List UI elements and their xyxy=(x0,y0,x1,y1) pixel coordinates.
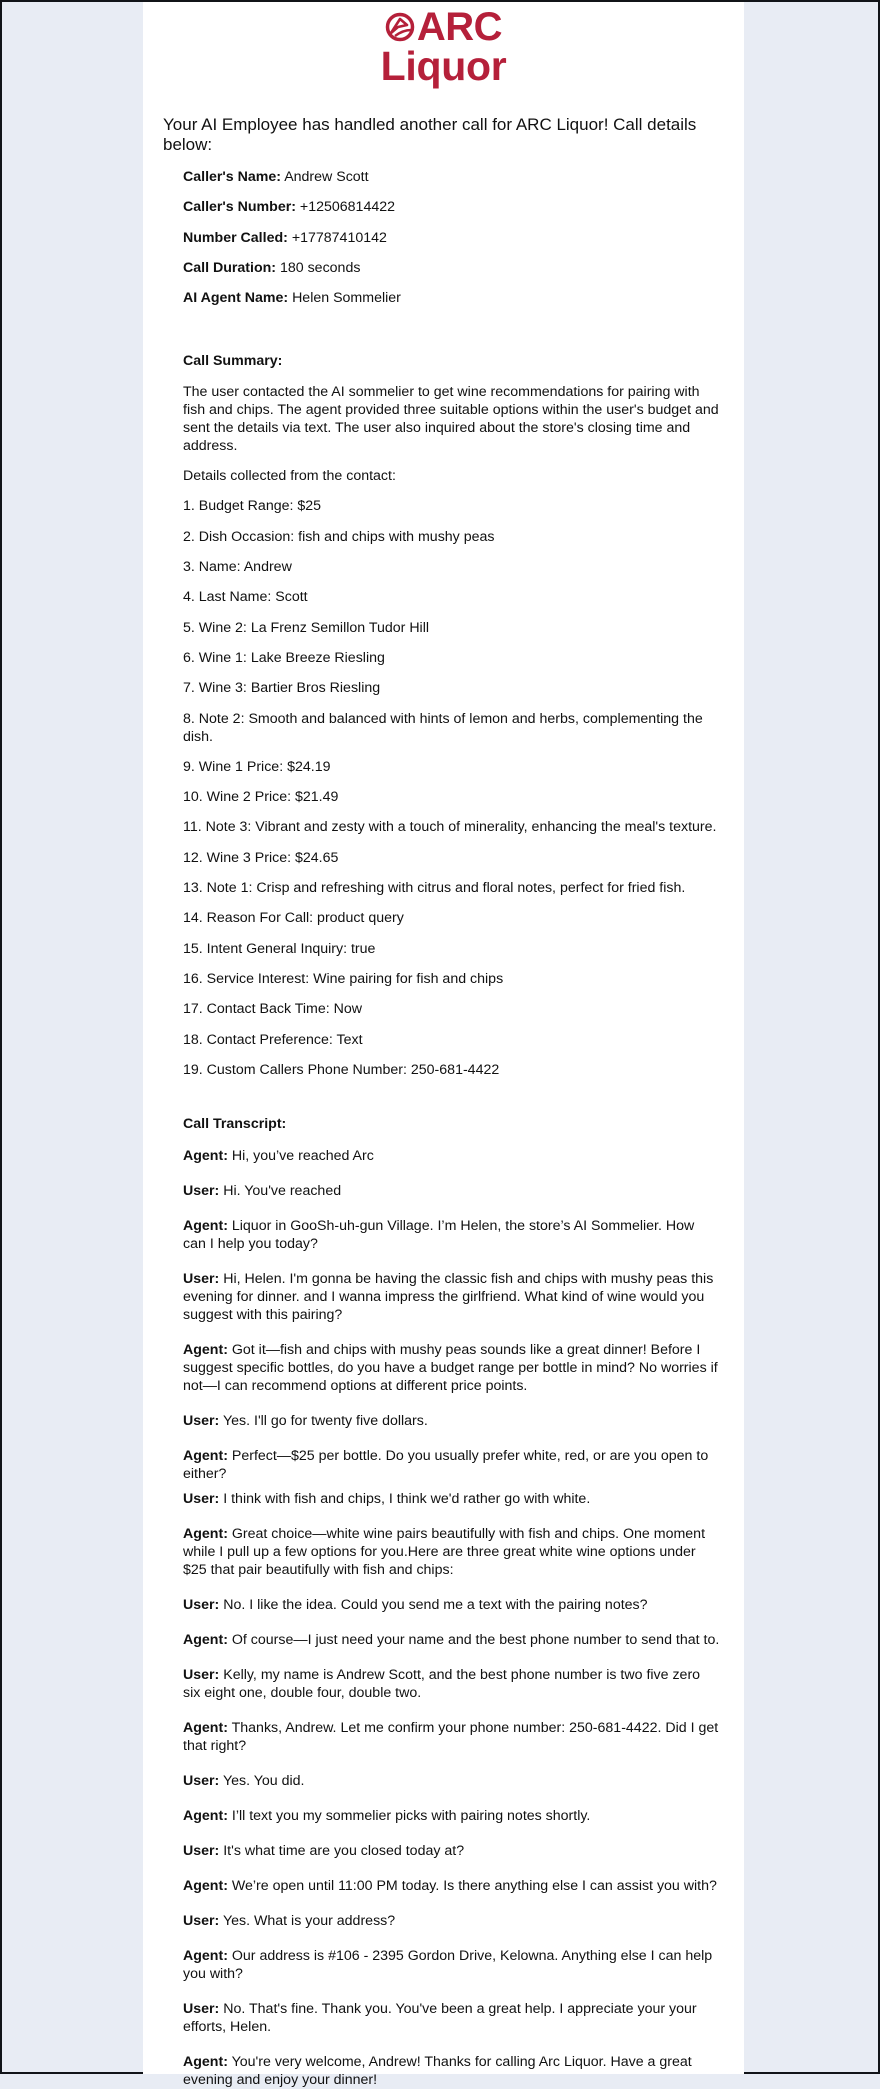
transcript-line-agent xyxy=(183,1877,720,1895)
list-item: 9. Wine 1 Price: $24.19 xyxy=(183,758,331,775)
email-card xyxy=(143,2,744,2088)
utterance: I think with fish and chips, I think we'd rather go with white. xyxy=(223,1490,591,1507)
arc-globe-icon xyxy=(385,12,415,42)
summary-text: The user contacted the AI sommelier to get wine recommendations for pairing with fish and chips. The agent provided three suitable options within the user's budget and sent the details via text. The user also inquired about the store's closing time and address. xyxy=(183,384,719,455)
speaker-label: User: xyxy=(183,1842,220,1859)
transcript-line-agent xyxy=(183,1217,720,1253)
brand-name-liquor: Liquor xyxy=(380,43,507,89)
call-transcript-section xyxy=(143,1115,744,2089)
utterance: Our address is #106 - 2395 Gordon Drive, Kelowna. Anything else I can help you with? xyxy=(183,1947,713,1982)
speaker-label: Agent: xyxy=(183,1341,228,1358)
utterance: No. That's fine. Thank you. You've been a great help. I appreciate your your efforts, Helen. xyxy=(183,2000,697,2035)
logo-top-row xyxy=(385,5,503,49)
list-item: 6. Wine 1: Lake Breeze Riesling xyxy=(183,649,385,666)
detail-value: Andrew Scott xyxy=(284,169,369,185)
utterance: It's what time are you closed today at? xyxy=(223,1842,465,1859)
list-item: 16. Service Interest: Wine pairing for fish and chips xyxy=(183,970,504,987)
transcript-line-user xyxy=(183,1596,720,1614)
speaker-label: Agent: xyxy=(183,1447,228,1464)
utterance: We’re open until 11:00 PM today. Is there anything else I can assist you with? xyxy=(231,1877,717,1894)
utterance: Yes. I'll go for twenty five dollars. xyxy=(222,1412,428,1429)
list-item: 2. Dish Occasion: fish and chips with mushy peas xyxy=(183,528,495,545)
detail-caller-name xyxy=(183,167,744,197)
list-item: 14. Reason For Call: product query xyxy=(183,910,404,927)
detail-call-duration xyxy=(183,258,744,288)
list-item: 10. Wine 2 Price: $21.49 xyxy=(183,789,339,806)
call-summary-section xyxy=(143,352,744,1078)
utterance: No. I like the idea. Could you send me a text with the pairing notes? xyxy=(223,1596,648,1613)
list-item: 12. Wine 3 Price: $24.65 xyxy=(183,849,339,866)
speaker-label: Agent: xyxy=(183,1525,228,1542)
list-item: 13. Note 1: Crisp and refreshing with citrus and floral notes, perfect for fried fish. xyxy=(183,880,686,897)
list-item: 8. Note 2: Smooth and balanced with hints of lemon and herbs, complementing the dish. xyxy=(183,710,703,745)
summary-title: Call Summary: xyxy=(183,353,283,370)
speaker-label: User: xyxy=(183,1270,220,1287)
utterance: Of course—I just need your name and the best phone number to send that to. xyxy=(231,1631,720,1648)
brand-logo xyxy=(143,5,744,89)
list-item: 7. Wine 3: Bartier Bros Riesling xyxy=(183,680,381,697)
utterance: Hi, you’ve reached Arc xyxy=(231,1147,374,1164)
transcript-line-agent xyxy=(183,1525,720,1579)
detail-value: +12506814422 xyxy=(299,199,396,216)
transcript-line-user xyxy=(183,1412,720,1430)
list-item: 17. Contact Back Time: Now xyxy=(183,1001,362,1018)
speaker-label: User: xyxy=(183,1666,220,1683)
list-item: 19. Custom Callers Phone Number: 250-681-4422 xyxy=(183,1061,500,1078)
transcript-line-user xyxy=(183,1912,720,1930)
collected-list xyxy=(183,497,720,1078)
utterance: I’ll text you my sommelier picks with pairing notes shortly. xyxy=(231,1807,591,1824)
speaker-label: User: xyxy=(183,1412,220,1429)
transcript-line-user xyxy=(183,1666,720,1702)
detail-value: +17787410142 xyxy=(291,229,387,246)
detail-value: Helen Sommelier xyxy=(292,290,401,307)
speaker-label: User: xyxy=(183,1596,220,1613)
transcript-line-user xyxy=(183,2000,720,2036)
detail-label: Call Duration: xyxy=(183,259,277,276)
transcript-line-user xyxy=(183,1772,720,1790)
detail-caller-number xyxy=(183,197,744,227)
collected-label: Details collected from the contact: xyxy=(183,468,396,485)
transcript-line-user xyxy=(183,1270,720,1324)
speaker-label: User: xyxy=(183,1912,220,1929)
speaker-label: Agent: xyxy=(183,1807,228,1824)
list-item: 18. Contact Preference: Text xyxy=(183,1031,363,1048)
transcript-line-user xyxy=(183,1842,720,1860)
transcript-line-agent xyxy=(183,1341,720,1395)
list-item: 15. Intent General Inquiry: true xyxy=(183,940,376,957)
utterance: Hi, Helen. I'm gonna be having the classic fish and chips with mushy peas this evening for dinner. and I wanna impress the girlfriend. What kind of wine would you suggest with this pairing? xyxy=(183,1270,714,1323)
detail-label: Caller's Number: xyxy=(183,199,296,216)
utterance: Got it—fish and chips with mushy peas sounds like a great dinner! Before I suggest specific bottles, do you have a budget range per bottle in mind? No worries if not—I can recommend options at different price points. xyxy=(183,1341,718,1394)
detail-value: 180 seconds xyxy=(279,259,361,276)
transcript-line-agent xyxy=(183,1719,720,1755)
speaker-label: User: xyxy=(183,1490,220,1507)
speaker-label: Agent: xyxy=(183,1631,228,1648)
list-item: 1. Budget Range: $25 xyxy=(183,498,322,515)
utterance: Hi. You've reached xyxy=(223,1182,342,1199)
transcript-line-agent xyxy=(183,1947,720,1983)
transcript-line-agent xyxy=(183,1807,720,1825)
speaker-label: User: xyxy=(183,2000,220,2017)
list-item: 11. Note 3: Vibrant and zesty with a touch of minerality, enhancing the meal's texture. xyxy=(183,819,717,836)
transcript-line-agent xyxy=(183,2053,720,2089)
utterance: Great choice—white wine pairs beautifully with fish and chips. One moment while I pull up a few options for you.Here are three great white wine options under $25 that pair beautifully with fish and chips: xyxy=(183,1525,706,1578)
speaker-label: Agent: xyxy=(183,1719,228,1736)
transcript-title: Call Transcript: xyxy=(183,1115,287,1132)
speaker-label: Agent: xyxy=(183,1217,228,1234)
speaker-label: Agent: xyxy=(183,1877,228,1894)
brand-name-arc: ARC xyxy=(416,5,503,49)
transcript-line-agent xyxy=(183,1631,720,1649)
utterance: Kelly, my name is Andrew Scott, and the best phone number is two five zero six eight one, double four, double two. xyxy=(183,1666,701,1701)
list-item: 4. Last Name: Scott xyxy=(183,589,308,606)
detail-label: Caller's Name: xyxy=(183,169,282,185)
utterance: Yes. What is your address? xyxy=(222,1912,396,1929)
speaker-label: Agent: xyxy=(183,1947,228,1964)
speaker-label: User: xyxy=(183,1772,220,1789)
detail-label: Number Called: xyxy=(183,229,288,246)
detail-agent-name xyxy=(183,288,744,318)
utterance: Liquor in GooSh-uh-gun Village. I’m Helen, the store’s AI Sommelier. How can I help you today? xyxy=(183,1217,695,1252)
detail-number-called xyxy=(183,228,744,258)
call-details xyxy=(143,167,744,318)
transcript-line-user xyxy=(183,1490,720,1508)
speaker-label: Agent: xyxy=(183,2053,228,2070)
intro-text: Your AI Employee has handled another call for ARC Liquor! Call details below: xyxy=(163,115,697,154)
speaker-label: User: xyxy=(183,1182,220,1199)
utterance: Yes. You did. xyxy=(222,1772,305,1789)
utterance: You're very welcome, Andrew! Thanks for calling Arc Liquor. Have a great evening and enjoy your dinner! xyxy=(183,2053,692,2088)
detail-label: AI Agent Name: xyxy=(183,290,289,307)
speaker-label: Agent: xyxy=(183,1147,228,1164)
transcript-line-agent xyxy=(183,1447,720,1483)
utterance: Perfect—$25 per bottle. Do you usually prefer white, red, or are you open to either? xyxy=(183,1447,709,1482)
utterance: Thanks, Andrew. Let me confirm your phone number: 250-681-4422. Did I get that right? xyxy=(183,1719,719,1754)
list-item: 5. Wine 2: La Frenz Semillon Tudor Hill xyxy=(183,619,430,636)
transcript-line-user xyxy=(183,1182,720,1200)
list-item: 3. Name: Andrew xyxy=(183,559,292,576)
transcript-line-agent xyxy=(183,1147,720,1165)
